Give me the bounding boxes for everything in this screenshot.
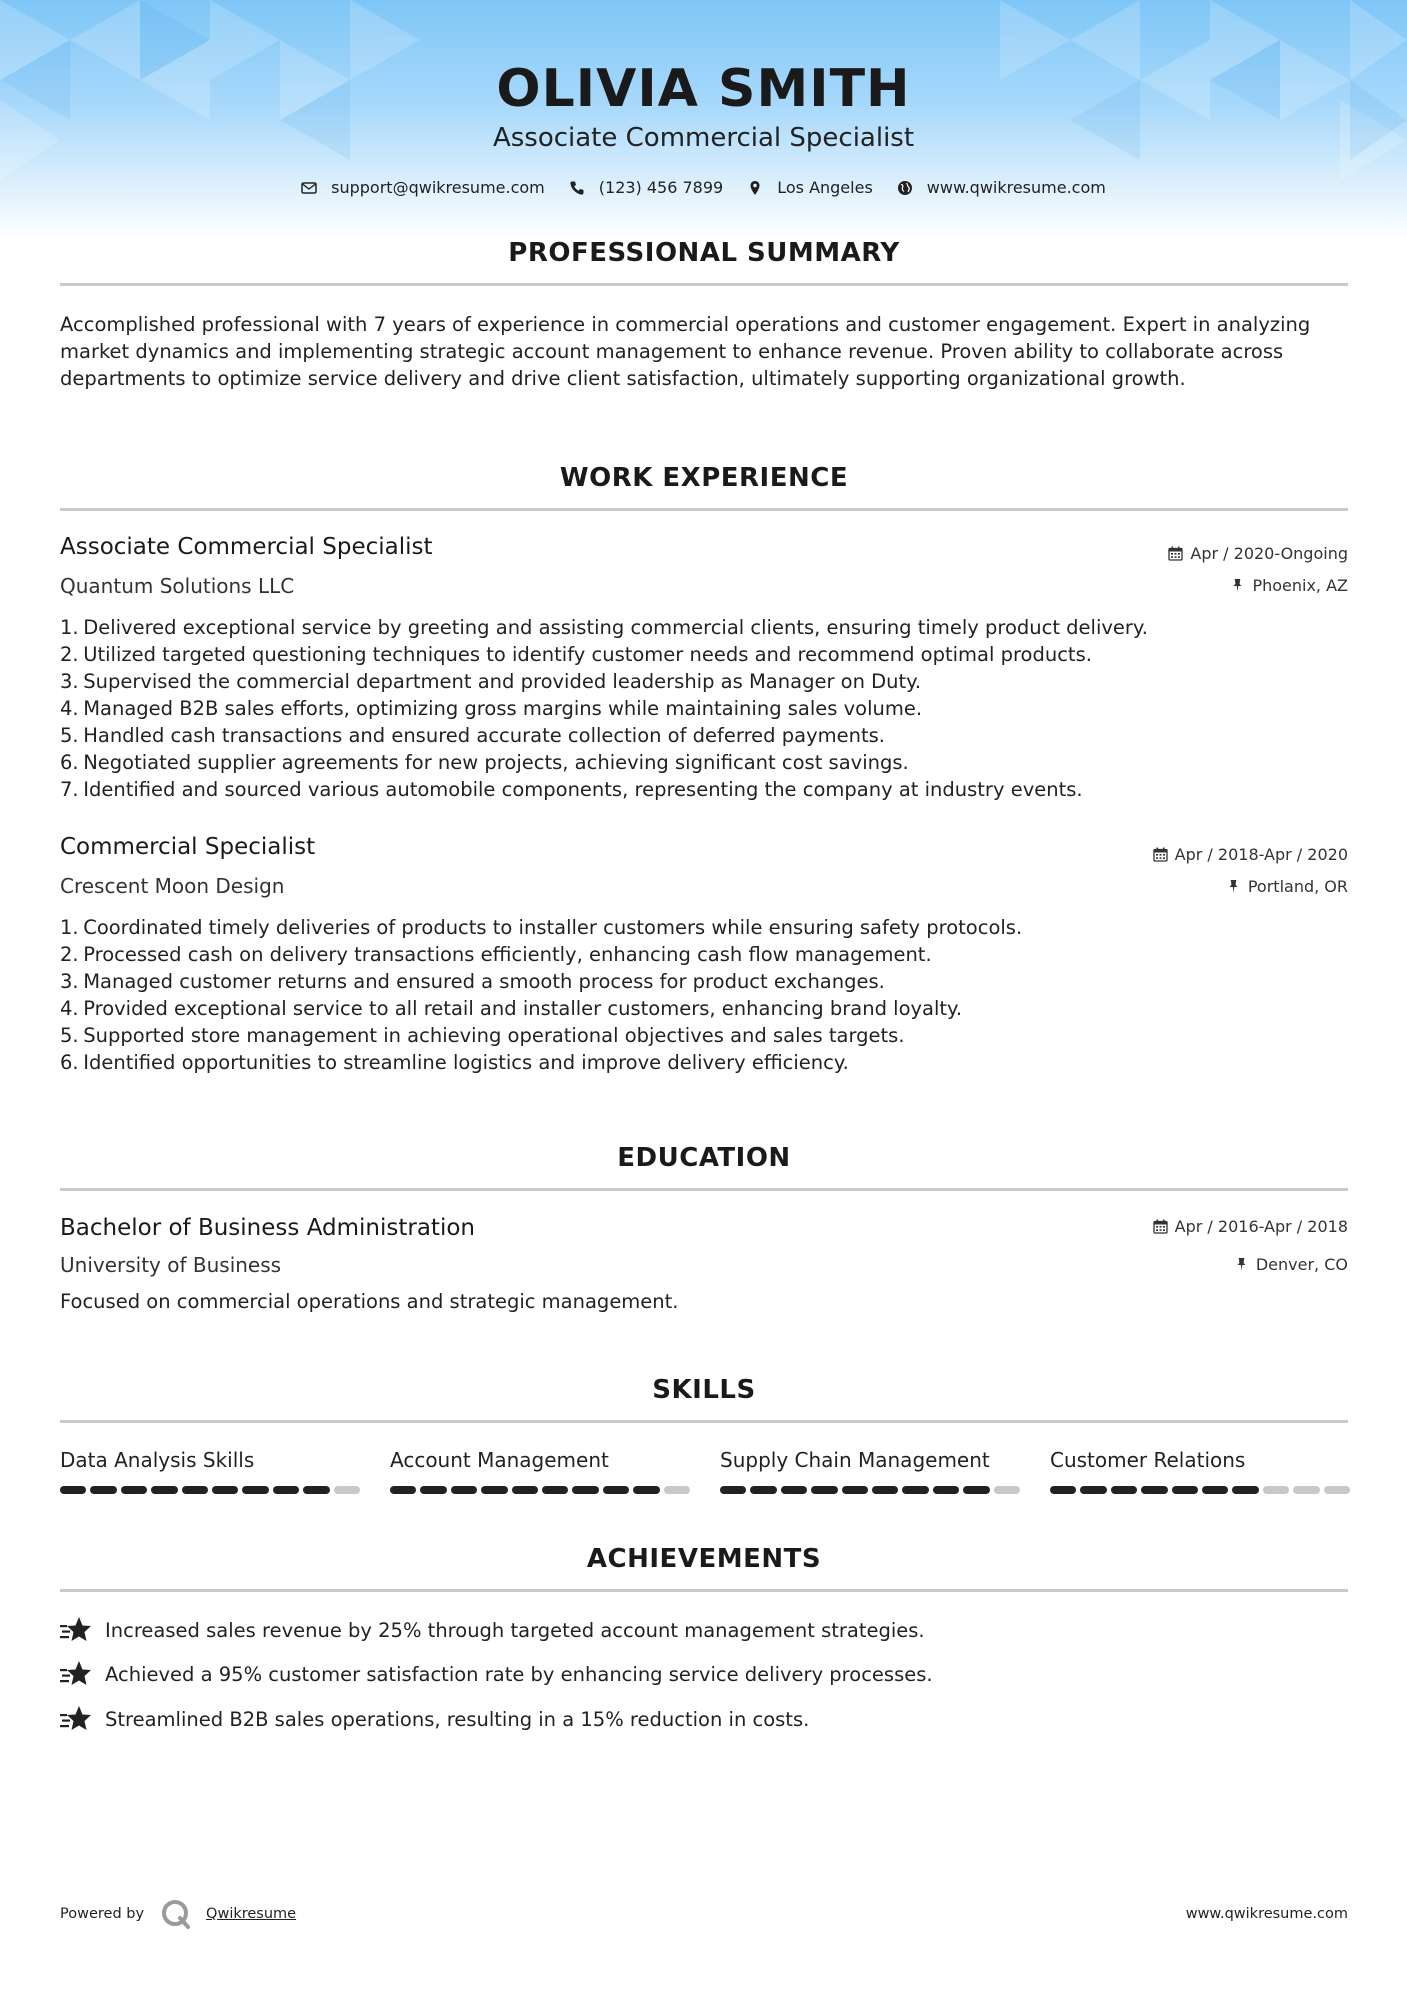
job-dates-text: Apr / 2020-Ongoing [1190,544,1348,563]
list-item: 6. Negotiated supplier agreements for new projects, achieving significant cost savings. [60,751,909,774]
skill-segment-empty [1263,1486,1289,1494]
skill-segment-filled [390,1486,416,1494]
phone-icon [569,180,585,196]
star-icon [60,1660,92,1688]
job-bullets [60,614,1348,803]
contact-bar [0,178,1407,197]
achievement-text: Increased sales revenue by 25% through targeted account management strategies. [105,1618,925,1642]
skill-segment-filled [750,1486,776,1494]
skill-segment-filled [90,1486,116,1494]
skill-item [390,1447,690,1494]
skill-level-bar [720,1486,1020,1494]
education-dates [1153,1217,1348,1236]
candidate-name: OLIVIA SMITH [496,59,911,119]
degree-title: Bachelor of Business Administration [60,1215,475,1241]
achievement-text: Streamlined B2B sales operations, resulting in a 15% reduction in costs. [105,1707,810,1731]
skill-segment-filled [633,1486,659,1494]
summary-divider [60,283,1348,286]
skill-segment-filled [420,1486,446,1494]
skill-segment-filled [933,1486,959,1494]
skill-segment-filled [1080,1486,1106,1494]
skill-label: Customer Relations [1050,1448,1246,1472]
star-icon [60,1705,92,1733]
list-item: 1. Coordinated timely deliveries of products to installer customers while ensuring safety protocols. [60,916,1023,939]
skill-segment-filled [842,1486,868,1494]
contact-location [747,178,873,197]
skill-segment-filled [512,1486,538,1494]
skill-segment-filled [121,1486,147,1494]
experience-heading: WORK EXPERIENCE [559,463,849,493]
education-dates-text: Apr / 2016-Apr / 2018 [1174,1217,1348,1236]
skill-item [720,1447,1020,1494]
footer-website[interactable]: www.qwikresume.com [1185,1906,1348,1922]
globe-icon [897,180,913,196]
pin-icon [1230,578,1245,593]
job-bullets [60,914,1348,1076]
skill-segment-filled [182,1486,208,1494]
website-text: www.qwikresume.com [926,178,1106,197]
contact-phone[interactable] [569,178,723,197]
contact-email[interactable] [301,178,545,197]
education-location [1234,1255,1348,1274]
job-location [1226,877,1348,896]
skill-segment-filled [572,1486,598,1494]
achievements-divider [60,1589,1348,1592]
job-location-text: Phoenix, AZ [1252,576,1348,595]
list-item: 2. Utilized targeted questioning techniques to identify customer needs and recommend optimal products. [60,643,1092,666]
skill-item [1050,1447,1350,1494]
skill-segment-filled [303,1486,329,1494]
summary-heading: PROFESSIONAL SUMMARY [508,238,900,268]
skill-segment-filled [781,1486,807,1494]
skill-segment-filled [720,1486,746,1494]
skill-segment-empty [1324,1486,1350,1494]
qwikresume-link[interactable]: Qwikresume [206,1906,297,1922]
star-icon [60,1616,92,1644]
pin-icon [1226,879,1241,894]
skill-segment-filled [872,1486,898,1494]
skill-segment-filled [1232,1486,1258,1494]
pin-icon [1234,1257,1249,1272]
summary-text: Accomplished professional with 7 years of experience in commercial operations and customer engagement. Expert in analyzing market dynamics and implementing strategic account management to enhance revenue. Proven ability to collaborate across departments to optimize service delivery and drive client satisfaction, ultimately supporting organizational growth. [60,313,1311,390]
achievement-item [60,1705,809,1733]
job-dates [1153,845,1348,864]
calendar-icon [1153,847,1168,862]
skill-label: Supply Chain Management [720,1448,990,1472]
map-marker-icon [747,180,763,196]
job-company: Crescent Moon Design [60,874,285,898]
job-dates [1168,544,1348,563]
skill-segment-empty [334,1486,360,1494]
powered-by-label: Powered by [60,1906,145,1922]
school-name: University of Business [60,1253,282,1277]
skill-level-bar [60,1486,360,1494]
skill-level-bar [1050,1486,1350,1494]
skill-label: Data Analysis Skills [60,1448,255,1472]
achievement-text: Achieved a 95% customer satisfaction rate by enhancing service delivery processes. [105,1662,933,1686]
list-item: 4. Provided exceptional service to all retail and installer customers, enhancing brand loyalty. [60,997,963,1020]
skill-segment-filled [1111,1486,1137,1494]
skill-segment-empty [664,1486,690,1494]
skill-segment-filled [963,1486,989,1494]
skill-segment-filled [603,1486,629,1494]
skill-segment-filled [811,1486,837,1494]
calendar-icon [1153,1219,1168,1234]
list-item: 2. Processed cash on delivery transactions efficiently, enhancing cash flow management. [60,943,932,966]
calendar-icon [1168,546,1183,561]
envelope-icon [301,180,317,196]
job-location-text: Portland, OR [1247,877,1348,896]
list-item: 3. Supervised the commercial department and provided leadership as Manager on Duty. [60,670,922,693]
skill-label: Account Management [390,1448,609,1472]
skill-segment-filled [212,1486,238,1494]
skill-level-bar [390,1486,690,1494]
skill-segment-filled [242,1486,268,1494]
list-item: 1. Delivered exceptional service by greeting and assisting commercial clients, ensuring timely product delivery. [60,616,1148,639]
skill-segment-filled [902,1486,928,1494]
list-item: 7. Identified and sourced various automobile components, representing the company at industry events. [60,778,1083,801]
contact-website[interactable] [897,178,1106,197]
skill-segment-empty [994,1486,1020,1494]
qwikresume-logo-icon [160,1898,192,1930]
achievements-heading: ACHIEVEMENTS [586,1544,822,1574]
skill-item [60,1447,360,1494]
job-title: Associate Commercial Specialist [60,534,433,560]
list-item: 6. Identified opportunities to streamline logistics and improve delivery efficiency. [60,1051,849,1074]
skill-segment-filled [451,1486,477,1494]
skill-segment-filled [1141,1486,1167,1494]
experience-divider [60,508,1348,511]
skill-segment-filled [542,1486,568,1494]
list-item: 4. Managed B2B sales efforts, optimizing gross margins while maintaining sales volume. [60,697,923,720]
job-dates-text: Apr / 2018-Apr / 2020 [1174,845,1348,864]
skills-heading: SKILLS [652,1375,756,1405]
candidate-role: Associate Commercial Specialist [492,123,915,153]
footer-powered-by [60,1898,296,1930]
skill-segment-filled [273,1486,299,1494]
skill-segment-empty [1293,1486,1319,1494]
skills-divider [60,1420,1348,1423]
location-text: Los Angeles [777,178,873,197]
education-location-text: Denver, CO [1255,1255,1348,1274]
list-item: 3. Managed customer returns and ensured a smooth process for product exchanges. [60,970,885,993]
skill-segment-filled [151,1486,177,1494]
job-location [1230,576,1348,595]
achievement-item [60,1616,925,1644]
achievement-item [60,1660,933,1688]
job-company: Quantum Solutions LLC [60,574,295,598]
list-item: 5. Handled cash transactions and ensured accurate collection of deferred payments. [60,724,885,747]
job-title: Commercial Specialist [60,834,316,860]
skill-segment-filled [481,1486,507,1494]
education-description: Focused on commercial operations and strategic management. [60,1290,679,1313]
education-divider [60,1188,1348,1191]
skill-segment-filled [1202,1486,1228,1494]
skill-segment-filled [60,1486,86,1494]
education-heading: EDUCATION [617,1143,791,1173]
skill-segment-filled [1050,1486,1076,1494]
resume-header [0,0,1407,240]
phone-text: (123) 456 7899 [598,178,724,197]
email-text: support@qwikresume.com [331,178,545,197]
list-item: 5. Supported store management in achieving operational objectives and sales targets. [60,1024,905,1047]
skill-segment-filled [1172,1486,1198,1494]
